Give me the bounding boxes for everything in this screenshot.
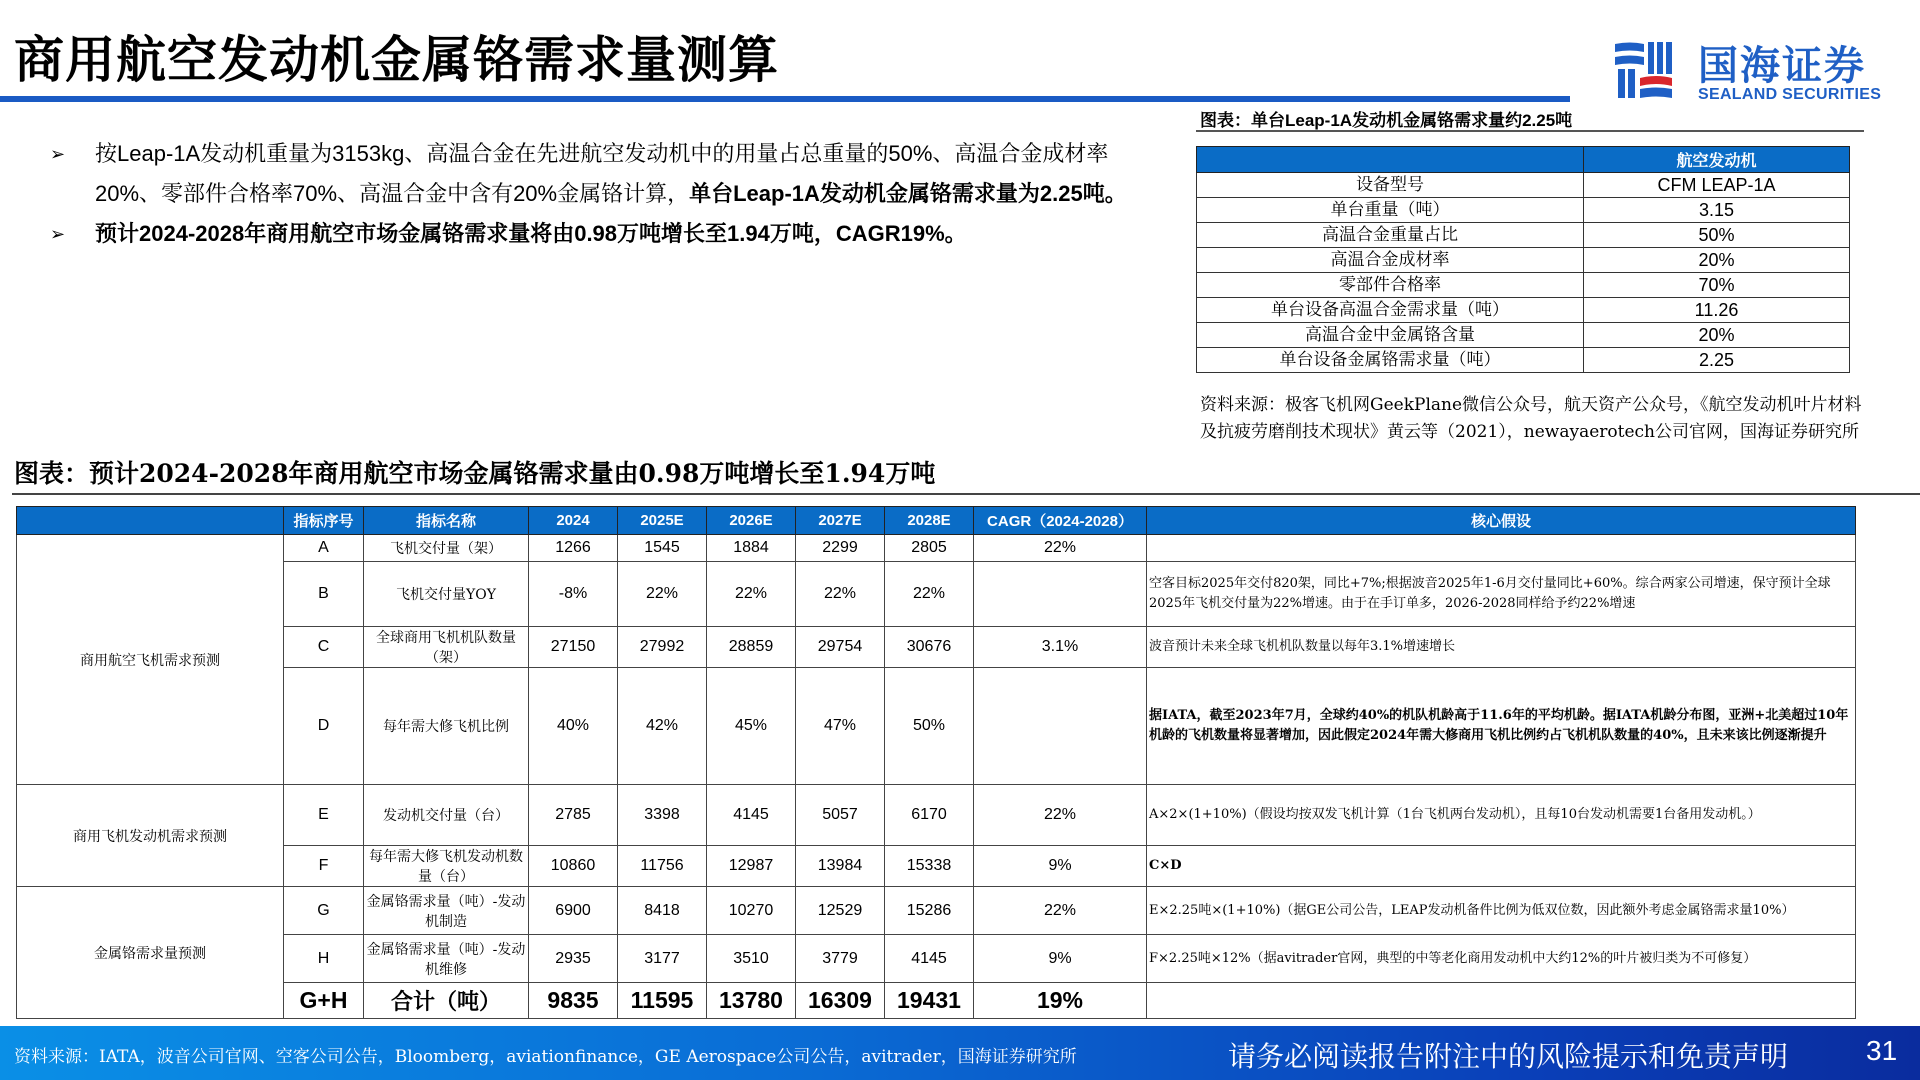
cell-value: 47%	[796, 668, 885, 785]
cell-value: 22%	[618, 562, 707, 627]
assumption-note: C×D	[1147, 846, 1856, 887]
cell-value: 11595	[618, 983, 707, 1019]
forecast-table	[16, 506, 1856, 1019]
cell-value: 4145	[885, 935, 974, 983]
company-logo	[1612, 34, 1912, 104]
cell-value: 3177	[618, 935, 707, 983]
table-total-row	[17, 983, 1856, 1019]
cell-value: 40%	[529, 668, 618, 785]
assumption-note: E×2.25吨×(1+10%)（据GE公司公告，LEAP发动机备件比例为低双位数，因此额外考虑金属铬需求量10%）	[1147, 887, 1856, 935]
row-name: 金属铬需求量（吨）-发动机制造	[364, 887, 529, 935]
cagr-value: 19%	[974, 983, 1147, 1019]
table-row	[17, 935, 1856, 983]
assumption-note: A×2×(1+10%)（假设均按双发飞机计算（1台飞机两台发动机），且每10台发动机需要1台备用发动机。）	[1147, 785, 1856, 846]
cell-value: 13780	[707, 983, 796, 1019]
cagr-value: 22%	[974, 785, 1147, 846]
table-row	[1197, 198, 1850, 223]
row-id: E	[284, 785, 364, 846]
cagr-value: 3.1%	[974, 627, 1147, 668]
cell-value: 15286	[885, 887, 974, 935]
row-value: 3.15	[1584, 198, 1850, 223]
row-name: 飞机交付量（架）	[364, 535, 529, 562]
cagr-value	[974, 668, 1147, 785]
cagr-value: 9%	[974, 846, 1147, 887]
cell-value: 2805	[885, 535, 974, 562]
cell-value: 3398	[618, 785, 707, 846]
row-value: 20%	[1584, 248, 1850, 273]
cell-value: 10270	[707, 887, 796, 935]
column-header: 航空发动机	[1584, 147, 1850, 173]
cell-value: 8418	[618, 887, 707, 935]
cell-value: 3510	[707, 935, 796, 983]
column-header	[17, 507, 284, 535]
cagr-value: 22%	[974, 535, 1147, 562]
table-header-row	[17, 507, 1856, 535]
cell-value: 50%	[885, 668, 974, 785]
table-row	[1197, 248, 1850, 273]
row-name: 每年需大修飞机比例	[364, 668, 529, 785]
bullet-item	[50, 214, 1130, 254]
row-label: 单台重量（吨）	[1197, 198, 1584, 223]
spec-table	[1196, 146, 1850, 373]
cell-value: 9835	[529, 983, 618, 1019]
table-row	[17, 887, 1856, 935]
column-header: CAGR（2024-2028）	[974, 507, 1147, 535]
bullet-bold-text: 预计2024-2028年商用航空市场金属铬需求量将由0.98万吨增长至1.94万吨，CAGR19%。	[95, 221, 967, 246]
cell-value: 1545	[618, 535, 707, 562]
cell-value: 27992	[618, 627, 707, 668]
row-name: 全球商用飞机机队数量（架）	[364, 627, 529, 668]
cell-value: 4145	[707, 785, 796, 846]
cell-value: 13984	[796, 846, 885, 887]
cell-value: 28859	[707, 627, 796, 668]
column-header: 2027E	[796, 507, 885, 535]
cell-value: 15338	[885, 846, 974, 887]
bullet-bold-text: 单台Leap-1A发动机金属铬需求量为2.25吨。	[689, 181, 1127, 206]
row-id: F	[284, 846, 364, 887]
assumption-note	[1147, 983, 1856, 1019]
table-row	[1197, 173, 1850, 198]
cell-value: 10860	[529, 846, 618, 887]
page-title: 商用航空发动机金属铬需求量测算	[14, 31, 779, 89]
table-row	[1197, 323, 1850, 348]
group-label: 商用航空飞机需求预测	[17, 535, 284, 785]
forecast-figure-title: 图表：预计2024-2028年商用航空市场金属铬需求量由0.98万吨增长至1.94万吨	[14, 459, 936, 488]
cell-value: 22%	[707, 562, 796, 627]
table-row	[1197, 223, 1850, 248]
row-id: G+H	[284, 983, 364, 1019]
cell-value: 30676	[885, 627, 974, 668]
logo-text-en: SEALAND SECURITIES	[1698, 86, 1882, 103]
sealand-logo-icon	[1612, 38, 1674, 100]
table-row	[17, 785, 1856, 846]
row-value: 70%	[1584, 273, 1850, 298]
cell-value: 2785	[529, 785, 618, 846]
row-name: 每年需大修飞机发动机数量（台）	[364, 846, 529, 887]
column-header: 2026E	[707, 507, 796, 535]
divider	[12, 493, 1920, 495]
column-header: 2025E	[618, 507, 707, 535]
cell-value: 5057	[796, 785, 885, 846]
row-label: 单台设备金属铬需求量（吨）	[1197, 348, 1584, 373]
group-label: 金属铬需求量预测	[17, 887, 284, 1019]
summary-bullets	[50, 134, 1130, 254]
cell-value: 1266	[529, 535, 618, 562]
row-label: 设备型号	[1197, 173, 1584, 198]
row-label: 高温合金中金属铬含量	[1197, 323, 1584, 348]
row-value: 20%	[1584, 323, 1850, 348]
cell-value: 16309	[796, 983, 885, 1019]
row-label: 零部件合格率	[1197, 273, 1584, 298]
footer-source: 资料来源：IATA，波音公司官网、空客公司公告，Bloomberg，aviationfinance，GE Aerospace公司公告，avitrader，国海证券研究所	[14, 1047, 1077, 1067]
cell-value: 29754	[796, 627, 885, 668]
bullet-item	[50, 134, 1130, 214]
cagr-value: 22%	[974, 887, 1147, 935]
column-header: 2028E	[885, 507, 974, 535]
column-header: 指标名称	[364, 507, 529, 535]
assumption-note	[1147, 535, 1856, 562]
cagr-value: 9%	[974, 935, 1147, 983]
title-underline	[0, 96, 1570, 102]
group-label: 商用飞机发动机需求预测	[17, 785, 284, 887]
assumption-note: 波音预计未来全球飞机机队数量以每年3.1%增速增长	[1147, 627, 1856, 668]
table-row	[1197, 273, 1850, 298]
column-header: 核心假设	[1147, 507, 1856, 535]
table-row	[17, 846, 1856, 887]
footer-bar	[0, 1026, 1920, 1080]
cagr-value	[974, 562, 1147, 627]
cell-value: 12987	[707, 846, 796, 887]
row-value: 11.26	[1584, 298, 1850, 323]
arrow-bullet-icon: ➢	[50, 144, 66, 164]
cell-value: 6170	[885, 785, 974, 846]
table-header-row	[1197, 147, 1850, 173]
row-name: 发动机交付量（台）	[364, 785, 529, 846]
cell-value: 12529	[796, 887, 885, 935]
bullet-text: 按Leap-1A发动机重量为3153kg、高温合金在先进航空发动机中的用量占总重量的50%、高温合金成材率20%、零部件合格率70%、高温合金中含有20%金属铬计算，	[95, 141, 1109, 206]
row-id: C	[284, 627, 364, 668]
row-label: 高温合金重量占比	[1197, 223, 1584, 248]
table-row	[1197, 348, 1850, 373]
row-name: 金属铬需求量（吨）-发动机维修	[364, 935, 529, 983]
table-row	[17, 627, 1856, 668]
page-number: 31	[1866, 1035, 1898, 1066]
row-label: 单台设备高温合金需求量（吨）	[1197, 298, 1584, 323]
cell-value: 6900	[529, 887, 618, 935]
assumption-note: 空客目标2025年交付820架，同比+7%;根据波音2025年1-6月交付量同比+60%。综合两家公司增速，保守预计全球2025年飞机交付量为22%增速。由于在手订单多，2026-2028同样给予约22%增速	[1147, 562, 1856, 627]
cell-value: 2935	[529, 935, 618, 983]
row-value: CFM LEAP-1A	[1584, 173, 1850, 198]
row-id: B	[284, 562, 364, 627]
column-header: 2024	[529, 507, 618, 535]
spec-figure-title: 图表：单台Leap-1A发动机金属铬需求量约2.25吨	[1200, 111, 1573, 130]
cell-value: 11756	[618, 846, 707, 887]
cell-value: -8%	[529, 562, 618, 627]
cell-value: 27150	[529, 627, 618, 668]
cell-value: 2299	[796, 535, 885, 562]
row-id: A	[284, 535, 364, 562]
cell-value: 42%	[618, 668, 707, 785]
cell-value: 45%	[707, 668, 796, 785]
spec-figure-source: 资料来源：极客飞机网GeekPlane微信公众号，航天资产公众号，《航空发动机叶片材料及抗疲劳磨削技术现状》黄云等（2021），newayaerotech公司官网，国海证券研究所	[1200, 395, 1862, 442]
row-value: 2.25	[1584, 348, 1850, 373]
column-header	[1197, 147, 1584, 173]
cell-value: 22%	[796, 562, 885, 627]
assumption-note: 据IATA，截至2023年7月，全球约40%的机队机龄高于11.6年的平均机龄。据IATA机龄分布图，亚洲+北美超过10年机龄的飞机数量将显著增加，因此假定2024年需大修商用飞机比例约占飞机机队数量的40%，且未来该比例逐渐提升	[1147, 668, 1856, 785]
row-value: 50%	[1584, 223, 1850, 248]
cell-value: 19431	[885, 983, 974, 1019]
row-id: G	[284, 887, 364, 935]
table-row	[17, 535, 1856, 562]
table-row	[17, 668, 1856, 785]
row-name: 合计（吨）	[364, 983, 529, 1019]
cell-value: 3779	[796, 935, 885, 983]
divider	[1196, 130, 1864, 132]
column-header: 指标序号	[284, 507, 364, 535]
table-row	[1197, 298, 1850, 323]
cell-value: 1884	[707, 535, 796, 562]
row-id: H	[284, 935, 364, 983]
logo-text-cn: 国海证券	[1698, 43, 1866, 89]
footer-disclaimer: 请务必阅读报告附注中的风险提示和免责声明	[1228, 1040, 1789, 1073]
cell-value: 22%	[885, 562, 974, 627]
row-label: 高温合金成材率	[1197, 248, 1584, 273]
row-name: 飞机交付量YOY	[364, 562, 529, 627]
arrow-bullet-icon: ➢	[50, 224, 66, 244]
table-row	[17, 562, 1856, 627]
assumption-note: F×2.25吨×12%（据avitrader官网，典型的中等老化商用发动机中大约12%的叶片被归类为不可修复）	[1147, 935, 1856, 983]
row-id: D	[284, 668, 364, 785]
